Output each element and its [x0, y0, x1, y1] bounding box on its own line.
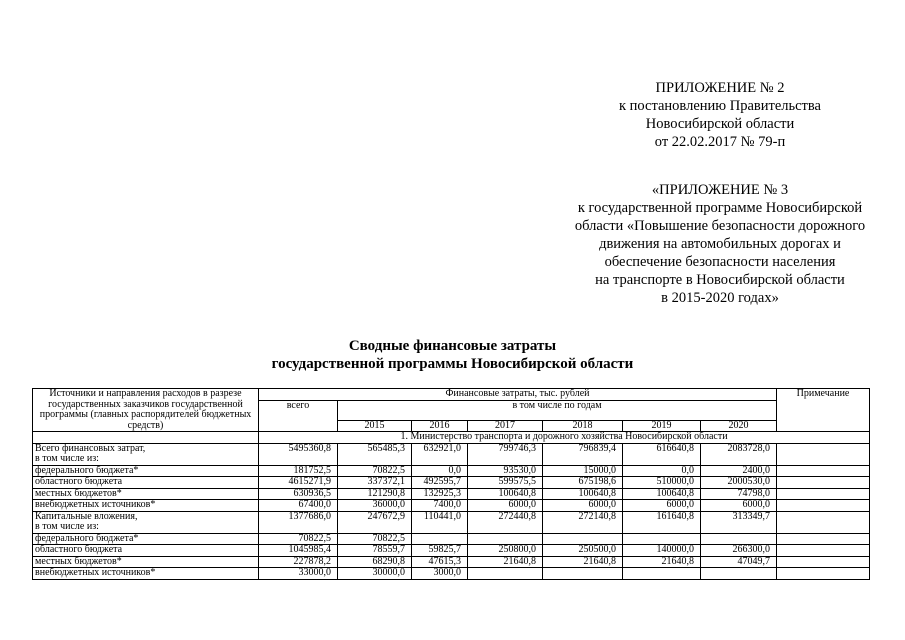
- value-cell: 492595,7: [412, 477, 468, 489]
- note-cell: [777, 533, 870, 545]
- value-cell: 100640,8: [468, 488, 543, 500]
- total-column-header: всего: [259, 401, 338, 432]
- row-label: местных бюджетов*: [33, 556, 259, 568]
- header-line: к государственной программе Новосибирской: [577, 200, 863, 216]
- row-label: Капитальные вложения, в том числе из:: [33, 511, 259, 533]
- header-line: Новосибирской области: [645, 116, 795, 132]
- value-cell: 93530,0: [468, 465, 543, 477]
- value-cell: 565485,3: [338, 443, 412, 465]
- value-cell: 70822,5: [338, 465, 412, 477]
- value-cell: 799746,3: [468, 443, 543, 465]
- table-row: [33, 465, 870, 477]
- value-cell: 247672,9: [338, 511, 412, 533]
- value-cell: 266300,0: [701, 545, 777, 557]
- header-line: обеспечение безопасности населения: [604, 254, 836, 270]
- value-cell: 6000,0: [701, 500, 777, 512]
- header-line: «ПРИЛОЖЕНИЕ № 3: [651, 182, 789, 198]
- value-cell: 796839,4: [543, 443, 623, 465]
- value-cell: 110441,0: [412, 511, 468, 533]
- row-label: Всего финансовых затрат, в том числе из:: [33, 443, 259, 465]
- value-cell: 1377686,0: [259, 511, 338, 533]
- value-cell: [412, 533, 468, 545]
- value-cell: 337372,1: [338, 477, 412, 489]
- value-cell: 2083728,0: [701, 443, 777, 465]
- value-cell: [543, 568, 623, 580]
- section-header: 1. Министерство транспорта и дорожного хозяйства Новосибирской области: [259, 432, 870, 444]
- value-cell: 1045985,4: [259, 545, 338, 557]
- empty-cell: [33, 432, 259, 444]
- value-cell: 21640,8: [543, 556, 623, 568]
- value-cell: 181752,5: [259, 465, 338, 477]
- value-cell: 132925,3: [412, 488, 468, 500]
- row-label: федерального бюджета*: [33, 533, 259, 545]
- value-cell: 36000,0: [338, 500, 412, 512]
- year-header: 2020: [701, 420, 777, 432]
- value-cell: 250800,0: [468, 545, 543, 557]
- value-cell: [623, 533, 701, 545]
- value-cell: 140000,0: [623, 545, 701, 557]
- value-cell: 70822,5: [338, 533, 412, 545]
- value-cell: 4615271,9: [259, 477, 338, 489]
- value-cell: 21640,8: [468, 556, 543, 568]
- value-cell: 5495360,8: [259, 443, 338, 465]
- table-row: [33, 500, 870, 512]
- year-header: 2015: [338, 420, 412, 432]
- table-row: [33, 443, 870, 465]
- value-cell: 675198,6: [543, 477, 623, 489]
- year-header: 2017: [468, 420, 543, 432]
- value-cell: 59825,7: [412, 545, 468, 557]
- value-cell: 100640,8: [543, 488, 623, 500]
- note-cell: [777, 568, 870, 580]
- header-line: области «Повышение безопасности дорожного: [574, 218, 866, 234]
- value-cell: 78559,7: [338, 545, 412, 557]
- value-cell: 7400,0: [412, 500, 468, 512]
- year-header: 2016: [412, 420, 468, 432]
- value-cell: 272440,8: [468, 511, 543, 533]
- value-cell: 313349,7: [701, 511, 777, 533]
- table-row: [33, 556, 870, 568]
- row-label: областного бюджета: [33, 477, 259, 489]
- value-cell: [468, 568, 543, 580]
- value-cell: 67400,0: [259, 500, 338, 512]
- value-cell: 6000,0: [468, 500, 543, 512]
- financial-table: [32, 388, 870, 580]
- table-row: [33, 568, 870, 580]
- table-row: [33, 545, 870, 557]
- source-column-header: Источники и направления расходов в разрезе государственных заказчиков государственной программы (главных распорядителей бюджетных средств): [33, 389, 259, 432]
- value-cell: 47049,7: [701, 556, 777, 568]
- value-cell: 121290,8: [338, 488, 412, 500]
- table-row: [33, 488, 870, 500]
- note-cell: [777, 511, 870, 533]
- value-cell: 272140,8: [543, 511, 623, 533]
- year-header: 2019: [623, 420, 701, 432]
- value-cell: 30000,0: [338, 568, 412, 580]
- value-cell: 3000,0: [412, 568, 468, 580]
- table-row: [33, 533, 870, 545]
- value-cell: 599575,5: [468, 477, 543, 489]
- note-cell: [777, 477, 870, 489]
- value-cell: 510000,0: [623, 477, 701, 489]
- appendix-header: [600, 79, 840, 151]
- table-row: [33, 511, 870, 533]
- value-cell: [701, 533, 777, 545]
- value-cell: 630936,5: [259, 488, 338, 500]
- note-cell: [777, 500, 870, 512]
- value-cell: 68290,8: [338, 556, 412, 568]
- note-cell: [777, 488, 870, 500]
- row-label: местных бюджетов*: [33, 488, 259, 500]
- value-cell: [701, 568, 777, 580]
- value-cell: 0,0: [623, 465, 701, 477]
- table-row: [33, 477, 870, 489]
- value-cell: 47615,3: [412, 556, 468, 568]
- value-cell: 2000530,0: [701, 477, 777, 489]
- row-label: федерального бюджета*: [33, 465, 259, 477]
- row-label: областного бюджета: [33, 545, 259, 557]
- header-line: движения на автомобильных дорогах и: [599, 236, 841, 252]
- note-cell: [777, 465, 870, 477]
- title-line: Сводные финансовые затраты: [348, 338, 557, 354]
- note-cell: [777, 443, 870, 465]
- program-appendix-header: [560, 181, 880, 307]
- financial-costs-header: Финансовые затраты, тыс. рублей: [259, 389, 777, 401]
- value-cell: 70822,5: [259, 533, 338, 545]
- note-column-header: Примечание: [777, 389, 870, 432]
- value-cell: 2400,0: [701, 465, 777, 477]
- row-label: внебюджетных источников*: [33, 568, 259, 580]
- value-cell: 21640,8: [623, 556, 701, 568]
- header-line: ПРИЛОЖЕНИЕ № 2: [655, 80, 785, 96]
- value-cell: 632921,0: [412, 443, 468, 465]
- value-cell: 74798,0: [701, 488, 777, 500]
- value-cell: 227878,2: [259, 556, 338, 568]
- year-header: 2018: [543, 420, 623, 432]
- value-cell: 100640,8: [623, 488, 701, 500]
- value-cell: 6000,0: [623, 500, 701, 512]
- note-cell: [777, 545, 870, 557]
- value-cell: [468, 533, 543, 545]
- by-years-header: в том числе по годам: [338, 401, 777, 421]
- header-line: на транспорте в Новосибирской области: [595, 272, 845, 288]
- value-cell: 6000,0: [543, 500, 623, 512]
- value-cell: 250500,0: [543, 545, 623, 557]
- value-cell: 15000,0: [543, 465, 623, 477]
- header-line: к постановлению Правительства: [619, 98, 821, 114]
- value-cell: 33000,0: [259, 568, 338, 580]
- header-line: от 22.02.2017 № 79-п: [654, 134, 786, 150]
- value-cell: [623, 568, 701, 580]
- header-line: в 2015-2020 годах»: [661, 290, 779, 306]
- value-cell: 616640,8: [623, 443, 701, 465]
- row-label: внебюджетных источников*: [33, 500, 259, 512]
- note-cell: [777, 556, 870, 568]
- title-line: государственной программы Новосибирской области: [271, 356, 634, 372]
- value-cell: 161640,8: [623, 511, 701, 533]
- document-title: [0, 337, 905, 373]
- value-cell: 0,0: [412, 465, 468, 477]
- value-cell: [543, 533, 623, 545]
